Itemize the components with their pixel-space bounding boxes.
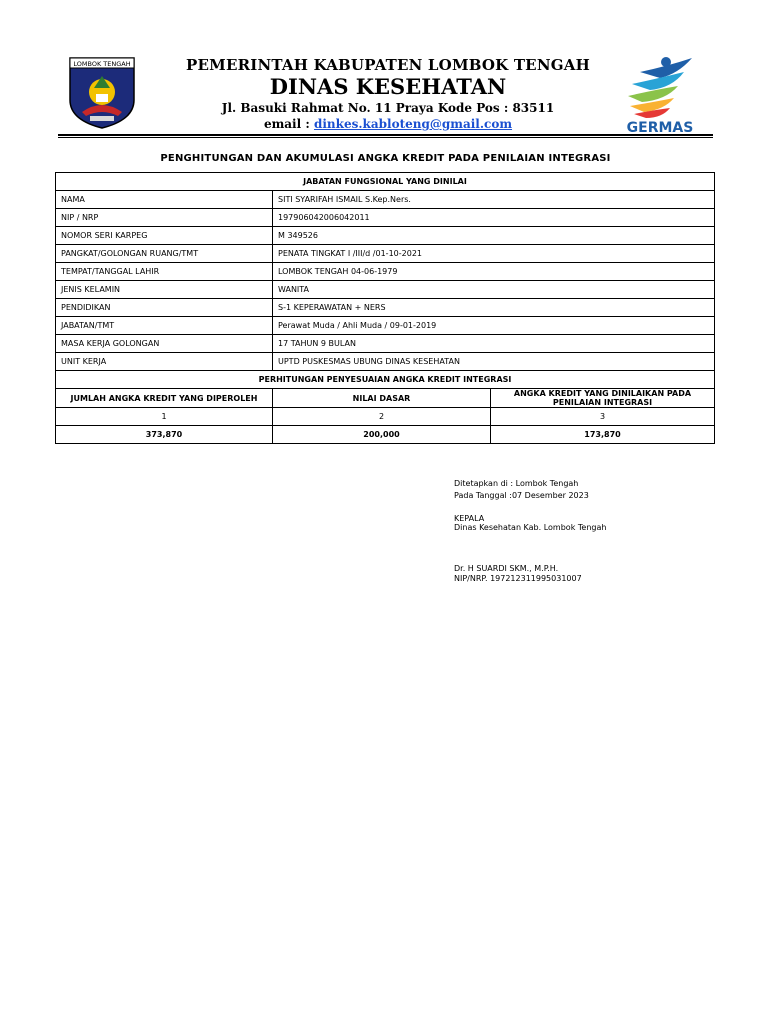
field-value: M 349526 xyxy=(273,227,715,245)
table-row xyxy=(56,299,715,317)
email-link[interactable]: dinkes.kabloteng@gmail.com xyxy=(313,117,513,131)
field-label: NOMOR SERI KARPEG xyxy=(56,227,273,245)
column-header: JUMLAH ANGKA KREDIT YANG DIPEROLEH xyxy=(56,389,273,408)
email-label: email : xyxy=(263,117,314,131)
field-label: PANGKAT/GOLONGAN RUANG/TMT xyxy=(56,245,273,263)
table-row xyxy=(56,227,715,245)
lombok-tengah-emblem-icon xyxy=(66,54,138,130)
signature-office: Dinas Kesehatan Kab. Lombok Tengah xyxy=(454,523,607,532)
field-value: 197906042006042011 xyxy=(273,209,715,227)
table-row xyxy=(56,209,715,227)
column-number: 2 xyxy=(273,408,491,426)
field-label: NAMA xyxy=(56,191,273,209)
section-header-perhitungan: PERHITUNGAN PENYESUAIAN ANGKA KREDIT INTEGRASI xyxy=(56,371,715,389)
field-label: JABATAN/TMT xyxy=(56,317,273,335)
field-label: MASA KERJA GOLONGAN xyxy=(56,335,273,353)
column-header: NILAI DASAR xyxy=(273,389,491,408)
agency-name: DINAS KESEHATAN xyxy=(269,74,507,99)
column-number: 3 xyxy=(491,408,715,426)
signature-name: Dr. H SUARDI SKM., M.P.H. xyxy=(454,564,559,573)
signature-position: KEPALA xyxy=(454,514,485,523)
column-header: ANGKA KREDIT YANG DINILAIKAN PADA PENILAIAN INTEGRASI xyxy=(491,389,715,408)
field-value: 17 TAHUN 9 BULAN xyxy=(273,335,715,353)
field-value: SITI SYARIFAH ISMAIL S.Kep.Ners. xyxy=(273,191,715,209)
signature-place: Ditetapkan di : Lombok Tengah xyxy=(454,479,579,488)
section-header-jabatan: JABATAN FUNGSIONAL YANG DINILAI xyxy=(56,173,715,191)
field-value: Perawat Muda / Ahli Muda / 09-01-2019 xyxy=(273,317,715,335)
value-cell: 173,870 xyxy=(491,426,715,444)
government-name: PEMERINTAH KABUPATEN LOMBOK TENGAH xyxy=(186,56,590,74)
table-row xyxy=(56,245,715,263)
column-header-row xyxy=(56,389,715,408)
table-row xyxy=(56,191,715,209)
field-label: NIP / NRP xyxy=(56,209,273,227)
letterhead xyxy=(58,46,713,134)
germas-label: GERMAS xyxy=(626,120,694,134)
letterhead-rule xyxy=(58,134,713,138)
field-label: PENDIDIKAN xyxy=(56,299,273,317)
table-row xyxy=(56,263,715,281)
germas-logo-icon xyxy=(620,54,706,134)
section-header-row xyxy=(56,371,715,389)
table-row xyxy=(56,317,715,335)
agency-address: Jl. Basuki Rahmat No. 11 Praya Kode Pos : 83511 xyxy=(221,101,555,115)
column-number: 1 xyxy=(56,408,273,426)
agency-email-line xyxy=(158,116,618,132)
field-label: TEMPAT/TANGGAL LAHIR xyxy=(56,263,273,281)
emblem-label: LOMBOK TENGAH xyxy=(73,60,131,68)
table-row xyxy=(56,353,715,371)
column-number-row xyxy=(56,408,715,426)
credit-table xyxy=(55,172,715,444)
field-value: WANITA xyxy=(273,281,715,299)
table-row xyxy=(56,281,715,299)
field-label: UNIT KERJA xyxy=(56,353,273,371)
value-cell: 373,870 xyxy=(56,426,273,444)
field-value: S-1 KEPERAWATAN + NERS xyxy=(273,299,715,317)
field-value: UPTD PUSKESMAS UBUNG DINAS KESEHATAN xyxy=(273,353,715,371)
signature-date: Pada Tanggal :07 Desember 2023 xyxy=(454,491,589,500)
signature-nip: NIP/NRP. 197212311995031007 xyxy=(454,574,582,583)
field-value: LOMBOK TENGAH 04-06-1979 xyxy=(273,263,715,281)
table-row xyxy=(56,335,715,353)
letterhead-text xyxy=(158,56,618,132)
section-header-row xyxy=(56,173,715,191)
field-label: JENIS KELAMIN xyxy=(56,281,273,299)
value-cell: 200,000 xyxy=(273,426,491,444)
value-row xyxy=(56,426,715,444)
document-title: PENGHITUNGAN DAN AKUMULASI ANGKA KREDIT PADA PENILAIAN INTEGRASI xyxy=(160,153,611,164)
field-value: PENATA TINGKAT I /III/d /01-10-2021 xyxy=(273,245,715,263)
